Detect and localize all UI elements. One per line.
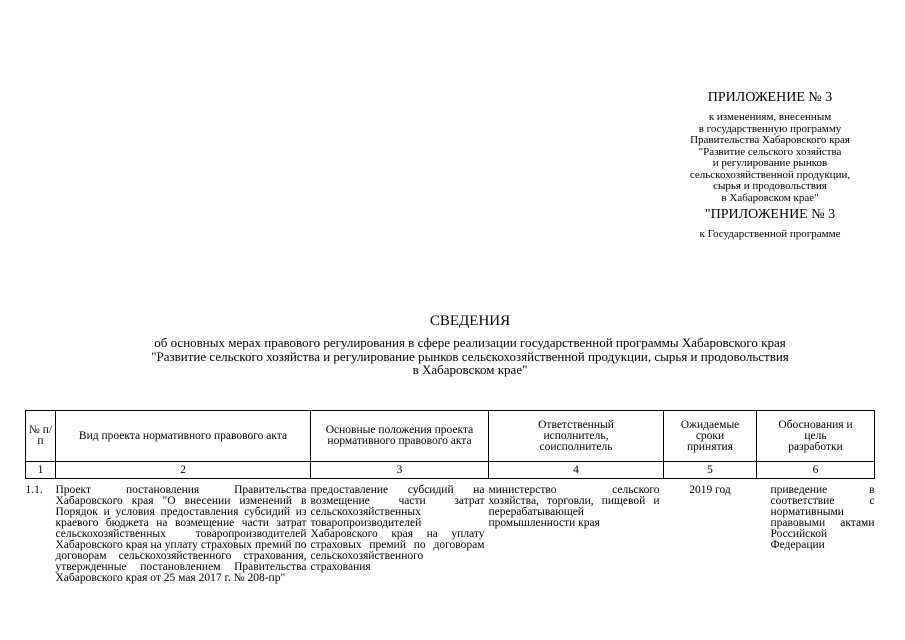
column-number: 5 [664, 462, 757, 479]
document-subtitle-line: "Развитие сельского хозяйства и регулирование рынков сельскохозяйственной продукции, сырья и продовольствия [151, 348, 789, 364]
column-number: 2 [56, 462, 311, 479]
column-number-row [26, 462, 875, 479]
table-row [26, 479, 875, 585]
provisions-cell: предоставление субсидий на возмещение части затрат сельскохозяйственных товаропроизводителей Хабаровского края на уплату страховых премий по договорам сельскохозяйственного страхования [310, 484, 485, 573]
appendix-line: в Хабаровском крае" [721, 191, 819, 204]
header-cell: № п/п [26, 411, 56, 462]
document-title: СВЕДЕНИЯ [429, 313, 511, 329]
act-type-cell: Проект постановления Правительства Хабаровского края "О внесении изменений в Порядок и условия предоставления субсидий из краевого бюджета на возмещение части затрат сельскохозяйственных товаропроизводителей Хабаровского края на уплату страховых премий по договорам сельскохозяйственного страхования, утвержденные постановлением Правительства Хабаровского края от 25 мая 2017 г. № 208-пр" [55, 484, 307, 584]
appendix-line: "Развитие сельского хозяйства [698, 145, 842, 158]
appendix-line: и регулирование рынков [712, 157, 828, 169]
header-cell: Основные положения проекта нормативного правового акта [311, 411, 489, 462]
document-subtitle-line: об основных мерах правового регулирования в сфере реализации государственной программы Хабаровского края [154, 335, 786, 350]
appendix-block [650, 90, 890, 241]
header-cell: Вид проекта нормативного правового акта [56, 411, 311, 462]
header-cell: Ожидаемые сроки принятия [664, 411, 757, 462]
header-cell: Обоснования и цель разработки [757, 411, 875, 462]
appendix-title-2: "ПРИЛОЖЕНИЕ № 3 [704, 207, 836, 222]
appendix-line: сельскохозяйственной продукции, [689, 168, 851, 181]
appendix-line: сырья и продовольствия [713, 180, 827, 192]
document-heading [60, 312, 880, 377]
column-number: 3 [311, 462, 489, 479]
appendix-line: в государственную программу [698, 122, 842, 135]
header-cell: Ответственный исполнитель, соисполнитель [489, 411, 664, 462]
column-number: 4 [489, 462, 664, 479]
appendix-note-2: к Государственной программе [699, 228, 841, 240]
term-cell: 2019 год [689, 484, 731, 496]
appendix-line: Правительства Хабаровского края [690, 134, 850, 146]
table-header-row [26, 411, 875, 462]
appendix-title: ПРИЛОЖЕНИЕ № 3 [707, 90, 833, 105]
appendix-line: к изменениям, внесенным [708, 111, 832, 123]
executor-cell: министерство сельского хозяйства, торговли, пищевой и перерабатывающей промышленности края [488, 484, 660, 529]
column-number: 6 [757, 462, 875, 479]
measures-table [25, 410, 875, 584]
column-number: 1 [26, 462, 56, 479]
document-subtitle-line: в Хабаровском крае" [412, 362, 528, 377]
row-number: 1.1. [25, 484, 43, 496]
reason-cell: приведение в соответствие с нормативными правовыми актами Российской Федерации [770, 484, 875, 551]
